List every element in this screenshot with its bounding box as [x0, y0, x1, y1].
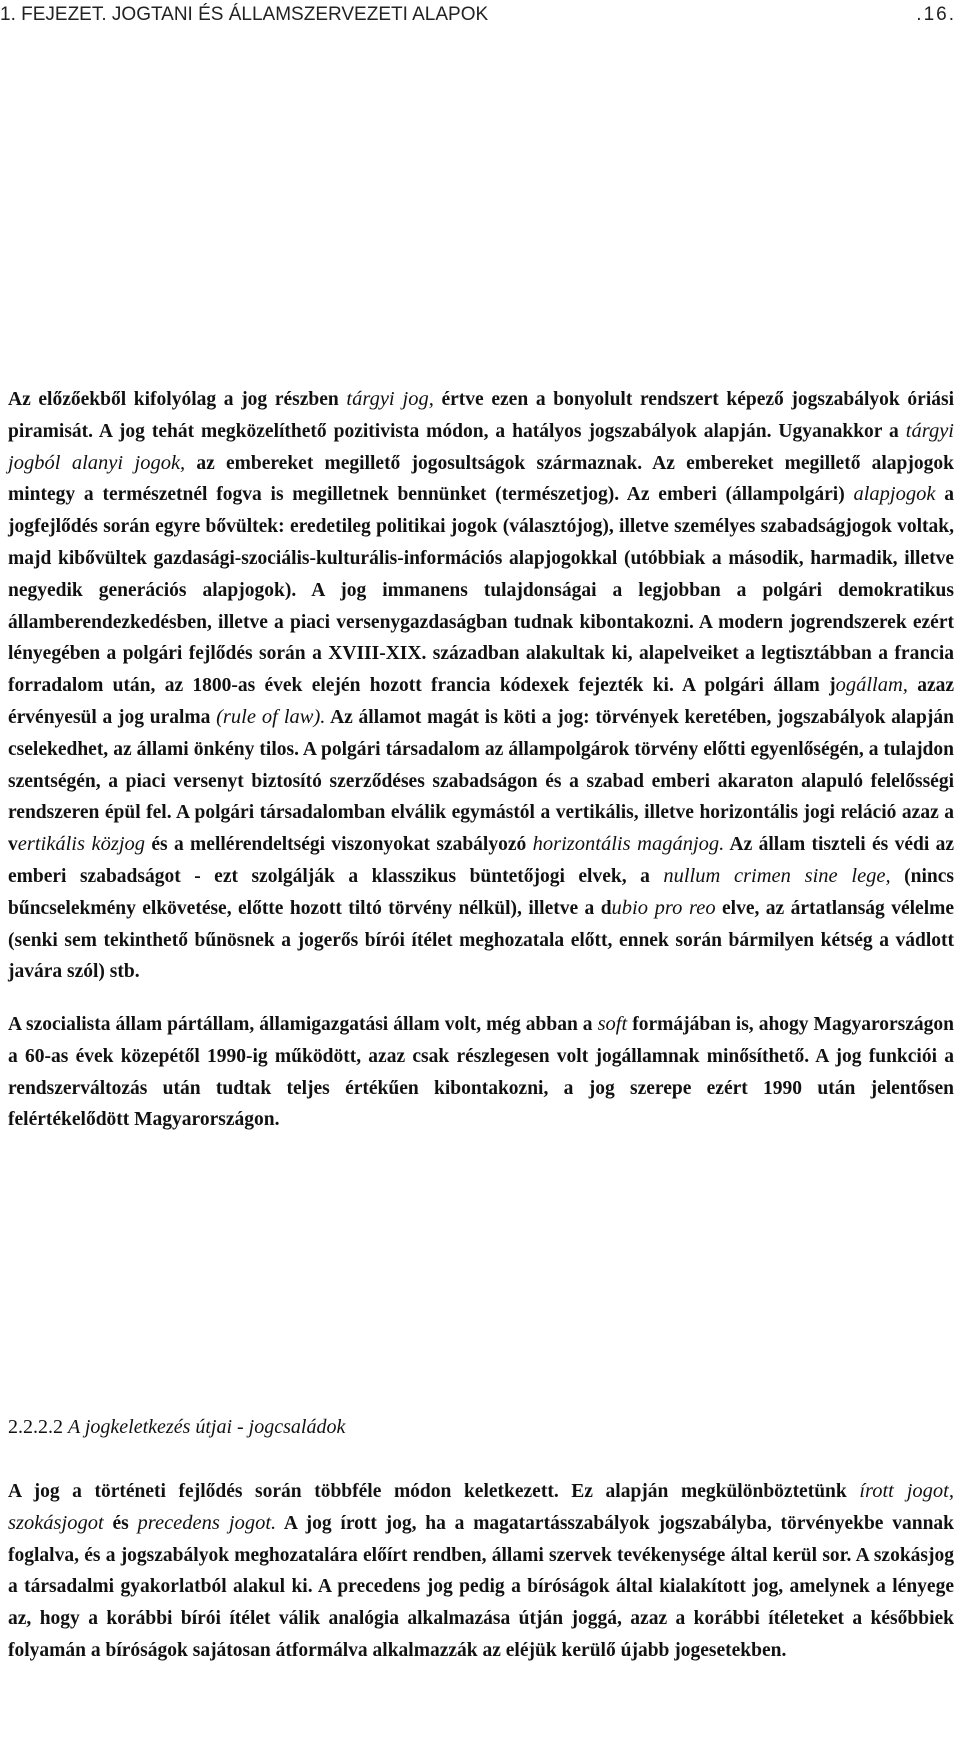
text-run: A jog immanens tulajdonságai a legjobban a polgári demokratikus államberendezkedésben, illetve a piaci versenygazdaságban tudnak kibontakozni. A modern jogrendszerek ezért lényegében a polgári fejlődés során a XVIII-XIX. században alakultak ki, alapelveiket a legtisztábban a francia forradalom után, az 1800-as évek elején hozott francia kódexek fejezték ki. A polgári állam j	[8, 579, 954, 697]
text-run: és	[103, 1512, 138, 1534]
text-run: (nincs bűncselekmény elkövetése, előtte hozott tiltó törvény nélkül), illetve a d	[8, 865, 954, 919]
body-paragraph-1	[8, 384, 954, 988]
italic-term: (rule of law).	[216, 705, 326, 728]
italic-term: ubio pro reo	[611, 896, 716, 919]
text-run: Az állam tiszteli és védi az emberi szabadságot - ezt szolgálják a klasszikus büntetőjogi elvek, a	[8, 834, 954, 887]
italic-term: tárgyi jogból alanyi jogok,	[8, 419, 954, 474]
text-run: és a mellérendeltségi viszonyokat szabályozó	[145, 834, 533, 856]
italic-term: alapjogok	[853, 483, 936, 506]
italic-term: ogállam,	[835, 674, 908, 697]
italic-term: nullum crimen sine lege,	[663, 864, 891, 887]
italic-term: horizontális magánjog.	[532, 833, 725, 856]
text-run: elve, az ártatlanság vélelme (senki sem tekinthető bűnösnek a jogerős bírói ítélet meghozatala előtt, ennek során bármilyen kétség a vádlott javára szól) stb.	[8, 897, 955, 983]
running-header	[0, 4, 960, 28]
text-run: A szocialista állam pártállam, államigazgatási állam volt, még abban a	[8, 1014, 598, 1035]
italic-term: tárgyi jog,	[346, 388, 434, 410]
section-title: A jogkeletkezés útjai - jogcsaládok	[68, 1416, 346, 1438]
body-paragraph-3	[8, 1476, 954, 1667]
page-number: .16.	[916, 4, 956, 25]
text-run: értve ezen a bonyolult rendszert képező jogszabályok óriási piramisát. A jog tehát megközelíthető pozitivista módon, a hatályos jogszabályok alapján. Ugyanakkor a	[8, 389, 954, 442]
italic-term: ertikális közjog	[17, 833, 146, 856]
text-run: azaz érvényesül a jog uralma	[8, 675, 955, 728]
text-run: A jog a történeti fejlődés során többféle módon keletkezett. Ez alapján megkülönböztetünk	[8, 1481, 860, 1502]
italic-term: precedens jogot.	[137, 1511, 277, 1534]
text-run: A jog írott jog, ha a magatartásszabályok jogszabályba, törvényekbe vannak foglalva, és a jogszabályok meghozatalára előírt rendben, állami szervek tevékenysége által kerül sor. A szokásjog a társadalmi gyakorlatból alakul ki. A precedens jog pedig a bíróságok által kialakított jog, amelynek a lényege az, hogy a korábbi bírói ítélet válik analógia alkalmazása útján joggá, azaz a korábbi ítéleteket a későbbiek folyamán a bíróságok sajátosan átformálva alkalmazzák az eléjük kerülő újabb jogesetekben.	[8, 1512, 955, 1661]
text-run: formájában is, ahogy Magyarországon a 60-as évek közepétől 1990-ig működött, azaz csak részlegesen volt jogállamnak minősíthető. A jog funkciói a rendszerváltozás után tudtak teljes értékűen kibontakozni, a jog szerepe ezért 1990 után jelentősen felértékelődött Magyarországon.	[8, 1014, 954, 1131]
body-paragraph-2	[8, 1009, 954, 1136]
text-run: Az államot magát is köti a jog: törvények keretében, jogszabályok alapján cselekedhet, az állami önkény tilos. A polgári társadalom az állampolgárok törvény előtti egyenlőségén, a tulajdon szentségén, a piaci versenyt biztosító szerződéses szabadságon és a szabad emberi akaraton alapuló felelősségi rendszeren épül fel. A polgári társadalomban elválik egymástól a vertikális, illetve horizontális jogi reláció azaz a v	[8, 706, 954, 856]
section-number: 2.2.2.2	[8, 1416, 63, 1438]
text-run: Az előzőekből kifolyólag a jog részben	[8, 389, 347, 410]
text-run: az embereket megillető jogosultságok származnak. Az embereket megillető alapjogok mintegy a természetnél fogva is megilletnek bennünket (természetjog). Az emberi (állampolgári)	[8, 452, 954, 506]
chapter-title: 1. FEJEZET. JOGTANI ÉS ÁLLAMSZERVEZETI ALAPOK	[0, 4, 489, 25]
section-heading	[8, 1416, 345, 1439]
text-run: a jogfejlődés során egyre bővültek: eredetileg politikai jogok (választójog), illetve személyes szabadságjogok voltak, majd kibővültek gazdasági-szociális-kulturális-információs alapjogokkal (utóbbiak a második, harmadik, illetve negyedik generációs alapjogok).	[8, 484, 955, 601]
italic-term: írott jogot, szokásjogot	[8, 1480, 954, 1534]
italic-term: soft	[597, 1013, 628, 1035]
